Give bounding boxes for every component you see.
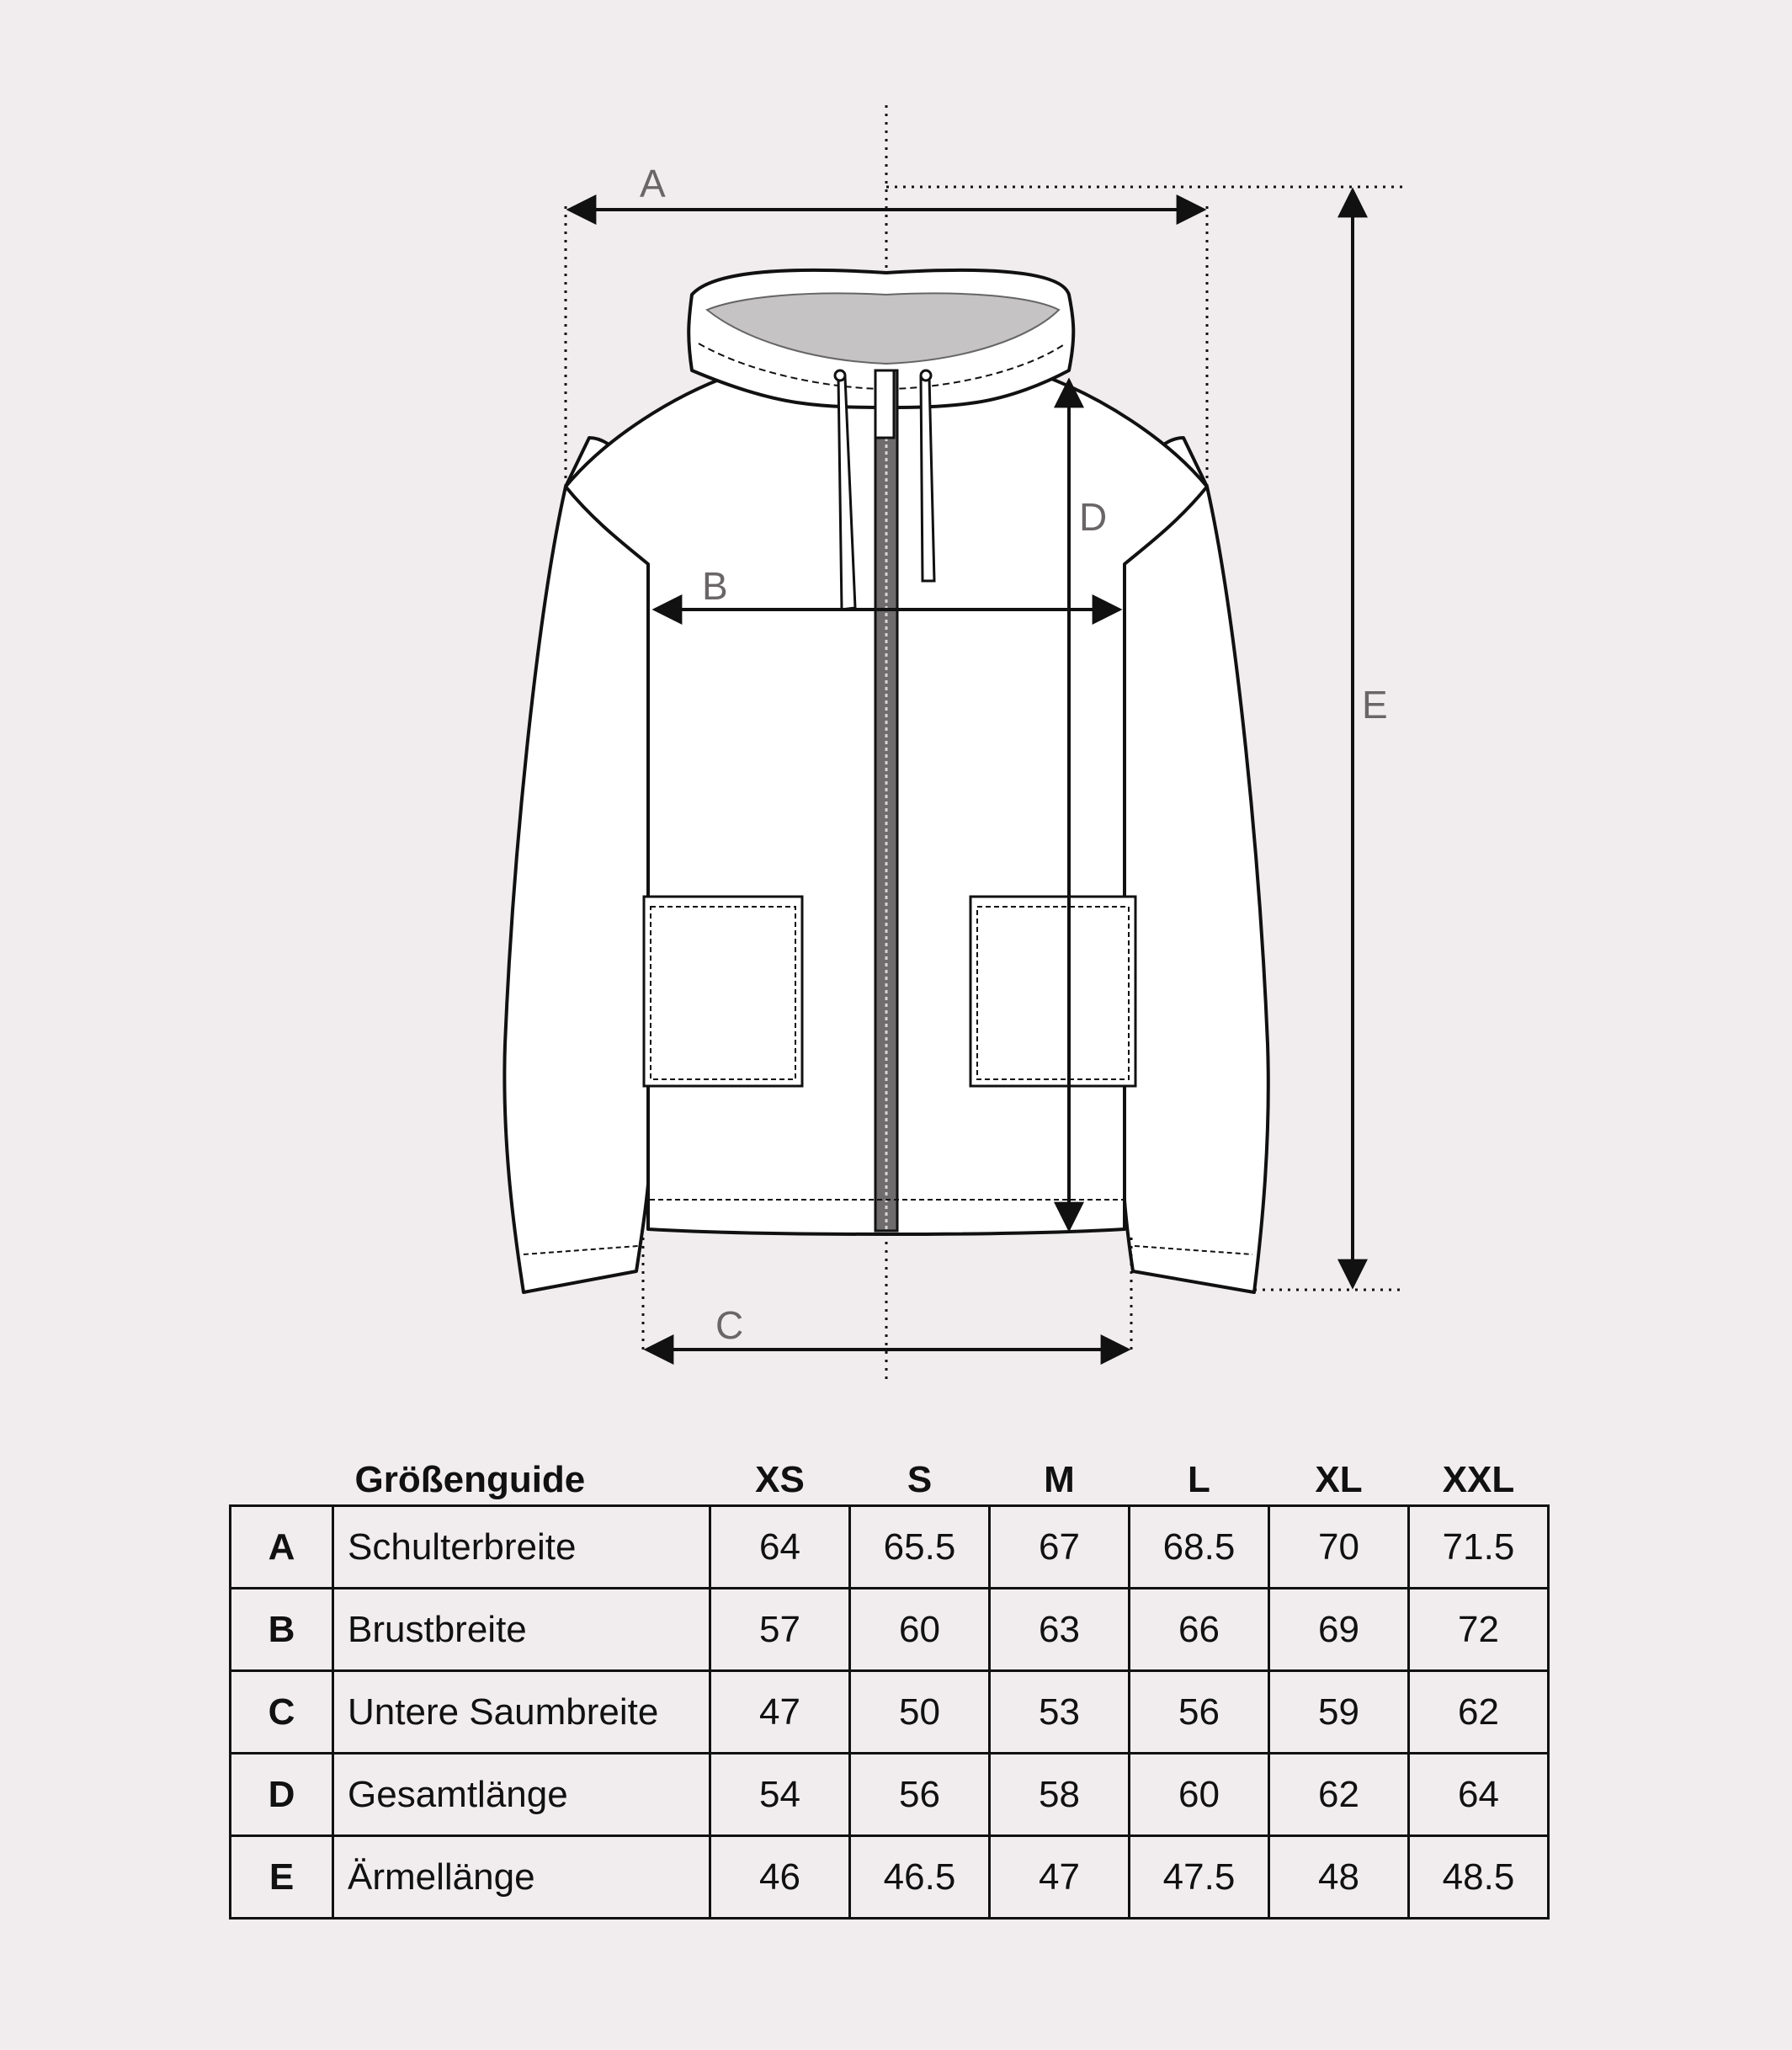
value-cell: 46: [710, 1836, 850, 1919]
size-header-xl: XL: [1315, 1459, 1363, 1500]
size-guide-table: [229, 1446, 1550, 1920]
value-cell: 47: [710, 1671, 850, 1754]
right-pocket: [970, 897, 1135, 1086]
value-cell: 69: [1269, 1589, 1409, 1671]
value-cell: 60: [1130, 1754, 1269, 1836]
value-cell: 56: [1130, 1671, 1269, 1754]
value-cell: 48: [1269, 1836, 1409, 1919]
label-a: A: [640, 162, 666, 205]
value-cell: 62: [1269, 1754, 1409, 1836]
row-code: E: [231, 1836, 333, 1919]
label-e: E: [1362, 683, 1388, 727]
value-cell: 47: [990, 1836, 1130, 1919]
value-cell: 65.5: [850, 1506, 990, 1589]
zipper-pull: [875, 370, 894, 438]
row-label: Schulterbreite: [333, 1506, 710, 1589]
table-row: [231, 1836, 1549, 1919]
row-label: Ärmellänge: [333, 1836, 710, 1919]
left-pocket: [644, 897, 802, 1086]
table-title: Größenguide: [354, 1459, 586, 1500]
label-b: B: [702, 564, 728, 608]
value-cell: 67: [990, 1506, 1130, 1589]
size-header-m: M: [1044, 1459, 1075, 1500]
left-sleeve: [504, 438, 650, 1292]
label-c: C: [715, 1303, 744, 1347]
row-label: Brustbreite: [333, 1589, 710, 1671]
value-cell: 53: [990, 1671, 1130, 1754]
size-header-l: L: [1188, 1459, 1210, 1500]
value-cell: 64: [1409, 1754, 1549, 1836]
row-label: Untere Saumbreite: [333, 1671, 710, 1754]
table-row: [231, 1589, 1549, 1671]
value-cell: 46.5: [850, 1836, 990, 1919]
table-row: [231, 1506, 1549, 1589]
row-code: D: [231, 1754, 333, 1836]
table-row: [231, 1671, 1549, 1754]
value-cell: 50: [850, 1671, 990, 1754]
value-cell: 47.5: [1130, 1836, 1269, 1919]
value-cell: 58: [990, 1754, 1130, 1836]
value-cell: 54: [710, 1754, 850, 1836]
row-label: Gesamtlänge: [333, 1754, 710, 1836]
size-header-xs: XS: [755, 1459, 805, 1500]
value-cell: 64: [710, 1506, 850, 1589]
size-header-row: [231, 1446, 1549, 1506]
value-cell: 62: [1409, 1671, 1549, 1754]
label-d: D: [1079, 495, 1108, 539]
value-cell: 60: [850, 1589, 990, 1671]
table-row: [231, 1754, 1549, 1836]
size-header-xxl: XXL: [1442, 1459, 1515, 1500]
right-sleeve: [1123, 438, 1268, 1292]
row-code: C: [231, 1671, 333, 1754]
value-cell: 70: [1269, 1506, 1409, 1589]
value-cell: 72: [1409, 1589, 1549, 1671]
value-cell: 57: [710, 1589, 850, 1671]
value-cell: 66: [1130, 1589, 1269, 1671]
row-code: B: [231, 1589, 333, 1671]
value-cell: 63: [990, 1589, 1130, 1671]
value-cell: 48.5: [1409, 1836, 1549, 1919]
value-cell: 68.5: [1130, 1506, 1269, 1589]
row-code: A: [231, 1506, 333, 1589]
value-cell: 56: [850, 1754, 990, 1836]
value-cell: 59: [1269, 1671, 1409, 1754]
size-header-s: S: [907, 1459, 933, 1500]
value-cell: 71.5: [1409, 1506, 1549, 1589]
